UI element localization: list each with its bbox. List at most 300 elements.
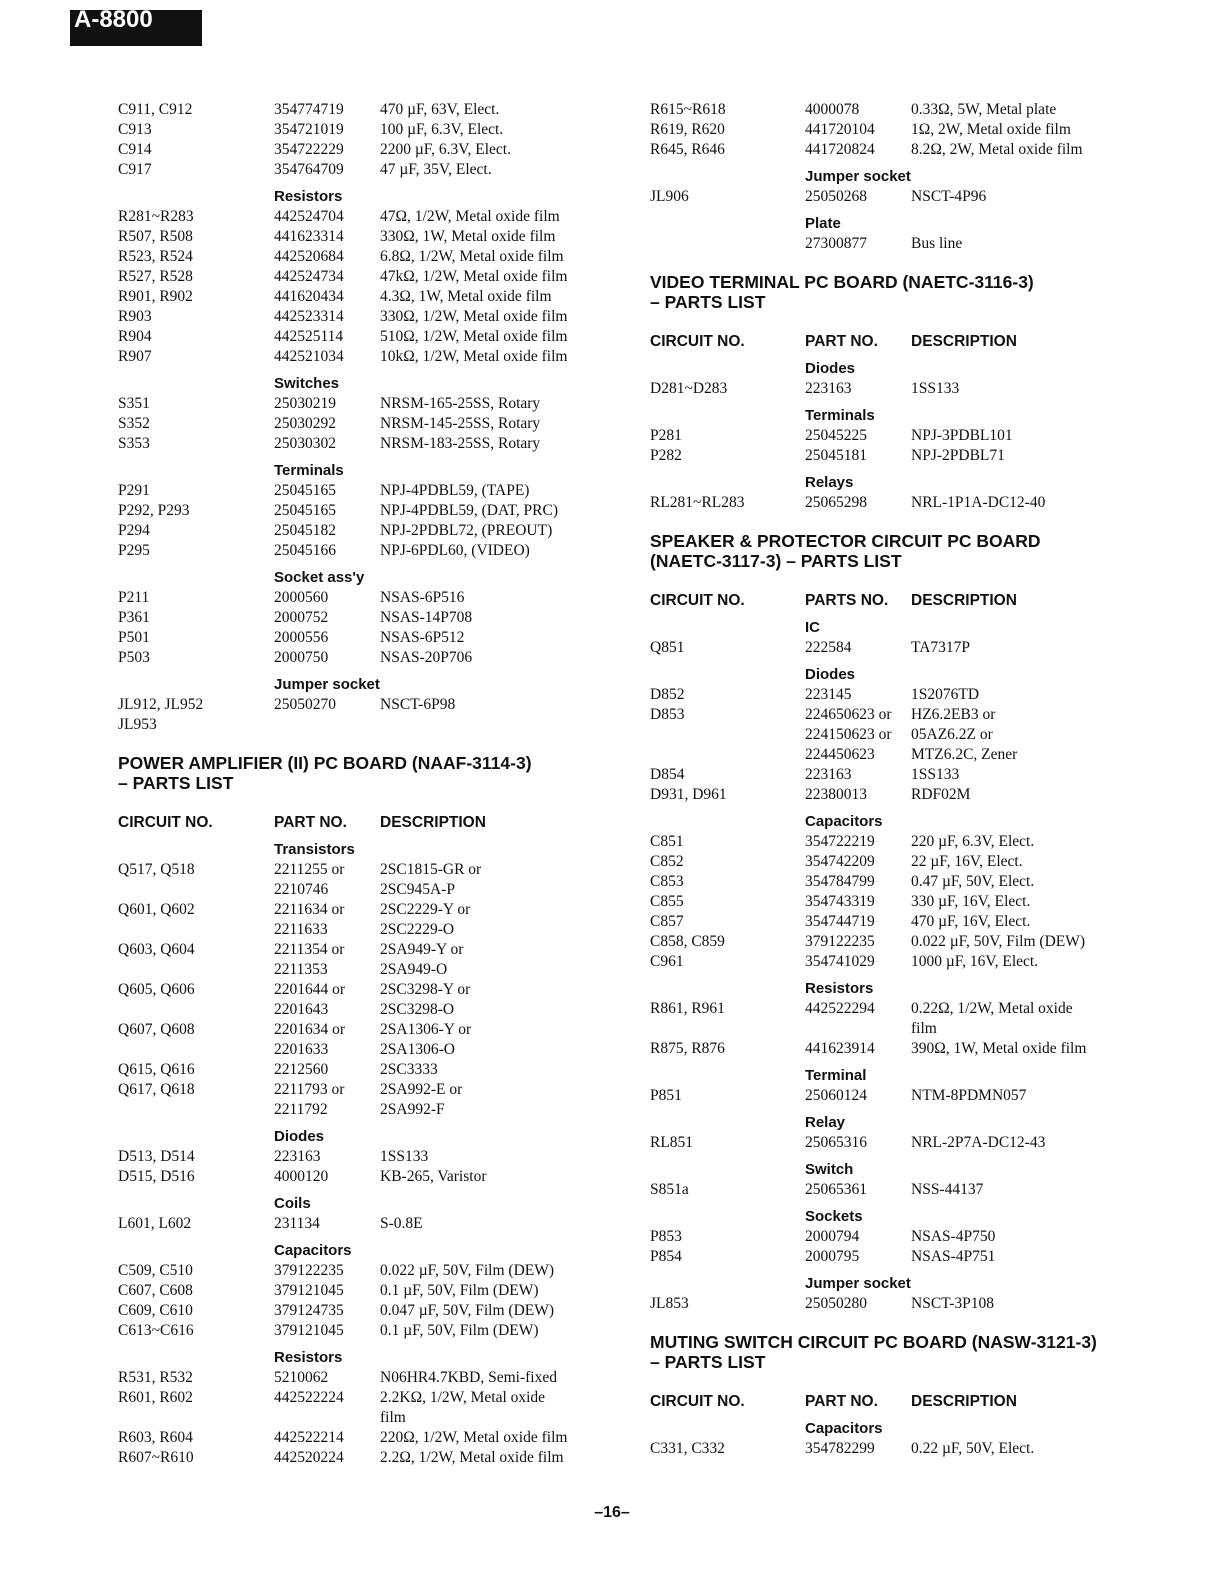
- parts-row: [650, 379, 1120, 399]
- circuit-no: P294: [118, 522, 150, 539]
- description: NSAS-4P750: [911, 1228, 996, 1245]
- part-no: 25050270: [274, 696, 336, 713]
- parts-row: [118, 434, 608, 454]
- description: 2SC1815-GR or: [380, 861, 482, 878]
- part-no: 354782299: [805, 1440, 875, 1457]
- circuit-no: R527, R528: [118, 268, 193, 285]
- parts-row: [650, 892, 1120, 912]
- section-title: POWER AMPLIFIER (II) PC BOARD (NAAF-3114-3): [118, 753, 532, 773]
- parts-row: [650, 638, 1120, 658]
- description: 2SA949-O: [380, 961, 448, 978]
- part-no: 25050268: [805, 188, 867, 205]
- part-no: 379121045: [274, 1322, 344, 1339]
- parts-row: [650, 872, 1120, 892]
- description: 8.2Ω, 2W, Metal oxide film: [911, 141, 1083, 158]
- group-heading: [650, 167, 1120, 187]
- parts-row: [118, 1040, 608, 1060]
- part-no: 441720104: [805, 121, 875, 138]
- group-heading: [650, 1207, 1120, 1227]
- parts-row: [118, 1321, 608, 1341]
- circuit-no: P282: [650, 447, 682, 464]
- section-title: – PARTS LIST: [118, 773, 234, 793]
- circuit-no: C331, C332: [650, 1440, 725, 1457]
- group-heading-label: Jumper socket: [805, 1275, 911, 1292]
- circuit-no: C858, C859: [650, 933, 725, 950]
- description: 2SA1306-O: [380, 1041, 455, 1058]
- part-no: 223163: [805, 380, 852, 397]
- group-heading-label: Switch: [805, 1161, 854, 1178]
- parts-row: [118, 120, 608, 140]
- part-no: 2000560: [274, 589, 329, 606]
- group-heading: [650, 1274, 1120, 1294]
- description: TA7317P: [911, 639, 971, 656]
- part-no: 354741029: [805, 953, 875, 970]
- description: Bus line: [911, 235, 963, 252]
- circuit-no: Q615, Q616: [118, 1061, 195, 1078]
- part-no: 27300877: [805, 235, 867, 252]
- description: 2SA1306-Y or: [380, 1021, 472, 1038]
- description: 330Ω, 1/2W, Metal oxide film: [380, 308, 568, 325]
- group-heading: [650, 473, 1120, 493]
- part-no: 442520224: [274, 1449, 344, 1466]
- parts-row: [118, 327, 608, 347]
- description: NSS-44137: [911, 1181, 984, 1198]
- description: 47Ω, 1/2W, Metal oxide film: [380, 208, 560, 225]
- description: 1SS133: [911, 380, 960, 397]
- description: 100 µF, 6.3V, Elect.: [380, 121, 504, 138]
- column-header: [118, 813, 608, 833]
- circuit-no: C961: [650, 953, 684, 970]
- page-number: –16–: [594, 1504, 630, 1521]
- description: 330Ω, 1W, Metal oxide film: [380, 228, 556, 245]
- part-no: 442520684: [274, 248, 344, 265]
- parts-row: [118, 1080, 608, 1100]
- circuit-no: JL853: [650, 1295, 689, 1312]
- parts-row: [118, 980, 608, 1000]
- group-heading-label: Diodes: [805, 360, 856, 377]
- parts-row: [118, 715, 608, 735]
- part-no: 442524734: [274, 268, 344, 285]
- part-no: 25065361: [805, 1181, 867, 1198]
- parts-row: [650, 832, 1120, 852]
- circuit-no: C855: [650, 893, 684, 910]
- circuit-no: R281~R283: [118, 208, 194, 225]
- part-no: 2000752: [274, 609, 329, 626]
- part-no: 354774719: [274, 101, 344, 118]
- parts-row: [118, 1448, 608, 1468]
- part-no: 4000078: [805, 101, 860, 118]
- circuit-no: Q851: [650, 639, 685, 656]
- parts-row: [118, 100, 608, 120]
- parts-row: [650, 446, 1120, 466]
- circuit-no: R531, R532: [118, 1369, 193, 1386]
- description: 470 µF, 63V, Elect.: [380, 101, 500, 118]
- section-title: – PARTS LIST: [650, 1352, 766, 1372]
- description: KB-265, Varistor: [380, 1168, 487, 1185]
- description: 2SC3298-Y or: [380, 981, 471, 998]
- part-no: 442525114: [274, 328, 344, 345]
- circuit-no: CIRCUIT NO.: [650, 333, 745, 350]
- section-title: (NAETC-3117-3) – PARTS LIST: [650, 551, 902, 571]
- parts-row: [118, 414, 608, 434]
- group-heading-label: Plate: [805, 215, 841, 232]
- part-no: 379121045: [274, 1282, 344, 1299]
- part-no: 25030219: [274, 395, 336, 412]
- part-no: 5210062: [274, 1369, 329, 1386]
- parts-row: [650, 1039, 1120, 1059]
- description: NRSM-145-25SS, Rotary: [380, 415, 541, 432]
- part-no: 25065298: [805, 494, 867, 511]
- description: NSAS-20P706: [380, 649, 473, 666]
- group-heading-label: Socket ass'y: [274, 569, 365, 586]
- column-header: [650, 1392, 1120, 1412]
- group-heading-label: Resistors: [805, 980, 874, 997]
- part-no: 223163: [805, 766, 852, 783]
- parts-row: [650, 1133, 1120, 1153]
- circuit-no: R904: [118, 328, 152, 345]
- description: 2SA949-Y or: [380, 941, 464, 958]
- group-heading-label: Diodes: [805, 666, 856, 683]
- group-heading: [118, 1348, 608, 1368]
- group-heading-label: Relay: [805, 1114, 846, 1131]
- parts-row: [650, 1247, 1120, 1267]
- part-no: 2201634 or: [274, 1021, 346, 1038]
- part-no: PART NO.: [805, 1393, 878, 1410]
- circuit-no: R901, R902: [118, 288, 193, 305]
- part-no: PARTS NO.: [805, 592, 889, 609]
- parts-row: [118, 394, 608, 414]
- section-title: VIDEO TERMINAL PC BOARD (NAETC-3116-3): [650, 272, 1034, 292]
- description: 390Ω, 1W, Metal oxide film: [911, 1040, 1087, 1057]
- description: 47 µF, 35V, Elect.: [380, 161, 492, 178]
- description: film: [380, 1409, 406, 1426]
- group-heading: [118, 461, 608, 481]
- part-no: 354742209: [805, 853, 875, 870]
- description: 0.33Ω, 5W, Metal plate: [911, 101, 1057, 118]
- parts-row: [118, 1020, 608, 1040]
- part-no: 442522294: [805, 1000, 875, 1017]
- part-no: 354722219: [805, 833, 875, 850]
- group-heading-label: Jumper socket: [274, 676, 380, 693]
- parts-row: [118, 1100, 608, 1120]
- description: 0.22Ω, 1/2W, Metal oxide: [911, 1000, 1073, 1017]
- circuit-no: P292, P293: [118, 502, 190, 519]
- description: 0.047 µF, 50V, Film (DEW): [380, 1302, 555, 1319]
- parts-row: [650, 765, 1120, 785]
- circuit-no: C853: [650, 873, 684, 890]
- circuit-no: R615~R618: [650, 101, 726, 118]
- group-heading: [650, 214, 1120, 234]
- group-heading-label: Capacitors: [805, 1420, 883, 1437]
- group-heading-label: IC: [805, 619, 820, 636]
- parts-row: [650, 685, 1120, 705]
- part-no: 442524704: [274, 208, 344, 225]
- part-no: 25030292: [274, 415, 336, 432]
- parts-row: [118, 1214, 608, 1234]
- parts-row: [118, 940, 608, 960]
- description: NSAS-6P512: [380, 629, 465, 646]
- part-no: 25045166: [274, 542, 336, 559]
- model-tag: A-8800: [70, 10, 202, 46]
- part-no: 25065316: [805, 1134, 867, 1151]
- group-heading-label: Jumper socket: [805, 168, 911, 185]
- parts-row: [650, 852, 1120, 872]
- part-no: 25045165: [274, 482, 336, 499]
- description: 2SC3333: [380, 1061, 438, 1078]
- description: 220Ω, 1/2W, Metal oxide film: [380, 1429, 568, 1446]
- part-no: 442521034: [274, 348, 344, 365]
- circuit-no: C914: [118, 141, 152, 158]
- parts-row: [118, 140, 608, 160]
- circuit-no: Q601, Q602: [118, 901, 195, 918]
- parts-row: [118, 880, 608, 900]
- part-no: 2211255 or: [274, 861, 345, 878]
- group-heading-label: Terminals: [805, 407, 875, 424]
- parts-row: [650, 493, 1120, 513]
- group-heading-label: Sockets: [805, 1208, 863, 1225]
- circuit-no: P211: [118, 589, 150, 606]
- parts-row: [118, 227, 608, 247]
- part-no: 2201633: [274, 1041, 329, 1058]
- parts-row: [118, 287, 608, 307]
- part-no: 2000794: [805, 1228, 860, 1245]
- description: NRL-2P7A-DC12-43: [911, 1134, 1046, 1151]
- part-no: 2201643: [274, 1001, 329, 1018]
- parts-row: [650, 1227, 1120, 1247]
- parts-row: [118, 1281, 608, 1301]
- circuit-no: D852: [650, 686, 685, 703]
- description: NPJ-6PDL60, (VIDEO): [380, 542, 530, 559]
- description: 1000 µF, 16V, Elect.: [911, 953, 1039, 970]
- part-no: 25045225: [805, 427, 867, 444]
- description: 220 µF, 6.3V, Elect.: [911, 833, 1035, 850]
- parts-row: [650, 234, 1120, 254]
- description: NPJ-2PDBL72, (PREOUT): [380, 522, 553, 539]
- circuit-no: C911, C912: [118, 101, 193, 118]
- circuit-no: R603, R604: [118, 1429, 193, 1446]
- circuit-no: CIRCUIT NO.: [650, 1393, 745, 1410]
- description: 05AZ6.2Z or: [911, 726, 993, 743]
- parts-row: [650, 1180, 1120, 1200]
- parts-row: [650, 100, 1120, 120]
- circuit-no: D853: [650, 706, 685, 723]
- circuit-no: Q603, Q604: [118, 941, 195, 958]
- description: 2SC2229-Y or: [380, 901, 471, 918]
- description: 0.1 µF, 50V, Film (DEW): [380, 1282, 539, 1299]
- part-no: 4000120: [274, 1168, 329, 1185]
- circuit-no: R861, R961: [650, 1000, 725, 1017]
- description: DESCRIPTION: [911, 592, 1017, 609]
- parts-row: [118, 900, 608, 920]
- description: 0.1 µF, 50V, Film (DEW): [380, 1322, 539, 1339]
- parts-row: [118, 541, 608, 561]
- part-no: 224450623: [805, 746, 875, 763]
- circuit-no: Q605, Q606: [118, 981, 195, 998]
- description: NRSM-165-25SS, Rotary: [380, 395, 541, 412]
- description: 47kΩ, 1/2W, Metal oxide film: [380, 268, 568, 285]
- group-heading-label: Resistors: [274, 188, 343, 205]
- part-no: 379122235: [274, 1262, 344, 1279]
- section-title: SPEAKER & PROTECTOR CIRCUIT PC BOARD: [650, 531, 1041, 551]
- parts-row: [118, 481, 608, 501]
- description: NSCT-4P96: [911, 188, 987, 205]
- circuit-no: C607, C608: [118, 1282, 193, 1299]
- part-no: 22380013: [805, 786, 867, 803]
- part-no: 224150623 or: [805, 726, 892, 743]
- part-no: 224650623 or: [805, 706, 892, 723]
- circuit-no: C851: [650, 833, 684, 850]
- part-no: 441623914: [805, 1040, 875, 1057]
- circuit-no: P503: [118, 649, 150, 666]
- part-no: 2211634 or: [274, 901, 345, 918]
- parts-row: [118, 695, 608, 715]
- part-no: 442522214: [274, 1429, 344, 1446]
- parts-row: [650, 187, 1120, 207]
- group-heading: [118, 1241, 608, 1261]
- parts-row: [650, 140, 1120, 160]
- circuit-no: CIRCUIT NO.: [118, 814, 213, 831]
- part-no: 354784799: [805, 873, 875, 890]
- circuit-no: P281: [650, 427, 682, 444]
- parts-row: [118, 1408, 608, 1428]
- description: DESCRIPTION: [911, 333, 1017, 350]
- circuit-no: R523, R524: [118, 248, 193, 265]
- description: DESCRIPTION: [380, 814, 486, 831]
- part-no: 25030302: [274, 435, 336, 452]
- description: NSCT-3P108: [911, 1295, 994, 1312]
- section-title: – PARTS LIST: [650, 292, 766, 312]
- parts-row: [118, 648, 608, 668]
- group-heading-label: Resistors: [274, 1349, 343, 1366]
- circuit-no: JL953: [118, 716, 157, 733]
- part-no: 2201644 or: [274, 981, 346, 998]
- part-no: 25045181: [805, 447, 867, 464]
- circuit-no: R507, R508: [118, 228, 193, 245]
- part-no: 223145: [805, 686, 852, 703]
- group-heading: [650, 665, 1120, 685]
- parts-row: [118, 1000, 608, 1020]
- parts-row: [650, 745, 1120, 765]
- left-column: [118, 100, 608, 1468]
- group-heading: [118, 187, 608, 207]
- parts-row: [118, 1301, 608, 1321]
- parts-row: [650, 1019, 1120, 1039]
- description: 2.2KΩ, 1/2W, Metal oxide: [380, 1389, 546, 1406]
- description: 2SC945A-P: [380, 881, 455, 898]
- circuit-no: D281~D283: [650, 380, 728, 397]
- circuit-no: C913: [118, 121, 152, 138]
- description: S-0.8E: [380, 1215, 423, 1232]
- description: 2SA992-F: [380, 1101, 445, 1118]
- group-heading: [650, 1113, 1120, 1133]
- description: 2200 µF, 6.3V, Elect.: [380, 141, 511, 158]
- part-no: 25060124: [805, 1087, 867, 1104]
- part-no: 2211353: [274, 961, 328, 978]
- group-heading: [118, 568, 608, 588]
- part-no: 25050280: [805, 1295, 867, 1312]
- column-header: [650, 332, 1120, 352]
- parts-row: [118, 860, 608, 880]
- part-no: 222584: [805, 639, 852, 656]
- parts-row: [118, 307, 608, 327]
- parts-row: [118, 1167, 608, 1187]
- parts-row: [650, 912, 1120, 932]
- group-heading-label: Switches: [274, 375, 340, 392]
- circuit-no: CIRCUIT NO.: [650, 592, 745, 609]
- description: DESCRIPTION: [911, 1393, 1017, 1410]
- circuit-no: D515, D516: [118, 1168, 195, 1185]
- parts-row: [650, 705, 1120, 725]
- description: N06HR4.7KBD, Semi-fixed: [380, 1369, 557, 1386]
- description: HZ6.2EB3 or: [911, 706, 996, 723]
- parts-row: [650, 120, 1120, 140]
- parts-row: [118, 960, 608, 980]
- description: NPJ-4PDBL59, (DAT, PRC): [380, 502, 558, 519]
- circuit-no: C613~C616: [118, 1322, 194, 1339]
- part-no: PART NO.: [274, 814, 347, 831]
- group-heading-label: Terminal: [805, 1067, 867, 1084]
- part-no: 231134: [274, 1215, 320, 1232]
- part-no: 354743319: [805, 893, 875, 910]
- parts-row: [650, 1294, 1120, 1314]
- circuit-no: D513, D514: [118, 1148, 195, 1165]
- part-no: 441620434: [274, 288, 344, 305]
- parts-row: [118, 267, 608, 287]
- parts-row: [118, 1261, 608, 1281]
- part-no: 354744719: [805, 913, 875, 930]
- description: 10kΩ, 1/2W, Metal oxide film: [380, 348, 568, 365]
- description: NSAS-14P708: [380, 609, 473, 626]
- description: 0.22 µF, 50V, Elect.: [911, 1440, 1035, 1457]
- description: 510Ω, 1/2W, Metal oxide film: [380, 328, 568, 345]
- circuit-no: Q607, Q608: [118, 1021, 195, 1038]
- circuit-no: R601, R602: [118, 1389, 193, 1406]
- part-no: 2000795: [805, 1248, 860, 1265]
- circuit-no: P854: [650, 1248, 682, 1265]
- part-no: 442523314: [274, 308, 344, 325]
- circuit-no: Q617, Q618: [118, 1081, 195, 1098]
- circuit-no: RL851: [650, 1134, 694, 1151]
- circuit-no: R645, R646: [650, 141, 725, 158]
- group-heading-label: Capacitors: [274, 1242, 352, 1259]
- part-no: 2000556: [274, 629, 329, 646]
- circuit-no: S851a: [650, 1181, 689, 1198]
- group-heading: [650, 1160, 1120, 1180]
- group-heading-label: Capacitors: [805, 813, 883, 830]
- description: 1S2076TD: [911, 686, 980, 703]
- part-no: 354764709: [274, 161, 344, 178]
- circuit-no: S352: [118, 415, 150, 432]
- group-heading: [650, 1419, 1120, 1439]
- part-no: 25045182: [274, 522, 336, 539]
- circuit-no: P295: [118, 542, 150, 559]
- circuit-no: JL906: [650, 188, 689, 205]
- description: NRSM-183-25SS, Rotary: [380, 435, 541, 452]
- parts-row: [650, 785, 1120, 805]
- group-heading: [118, 840, 608, 860]
- group-heading: [118, 1194, 608, 1214]
- group-heading: [650, 1066, 1120, 1086]
- circuit-no: R907: [118, 348, 152, 365]
- group-heading: [650, 406, 1120, 426]
- part-no: 442522224: [274, 1389, 344, 1406]
- circuit-no: R903: [118, 308, 152, 325]
- description: NTM-8PDMN057: [911, 1087, 1027, 1104]
- part-no: 441623314: [274, 228, 344, 245]
- circuit-no: P501: [118, 629, 150, 646]
- description: 22 µF, 16V, Elect.: [911, 853, 1023, 870]
- part-no: 2211792: [274, 1101, 328, 1118]
